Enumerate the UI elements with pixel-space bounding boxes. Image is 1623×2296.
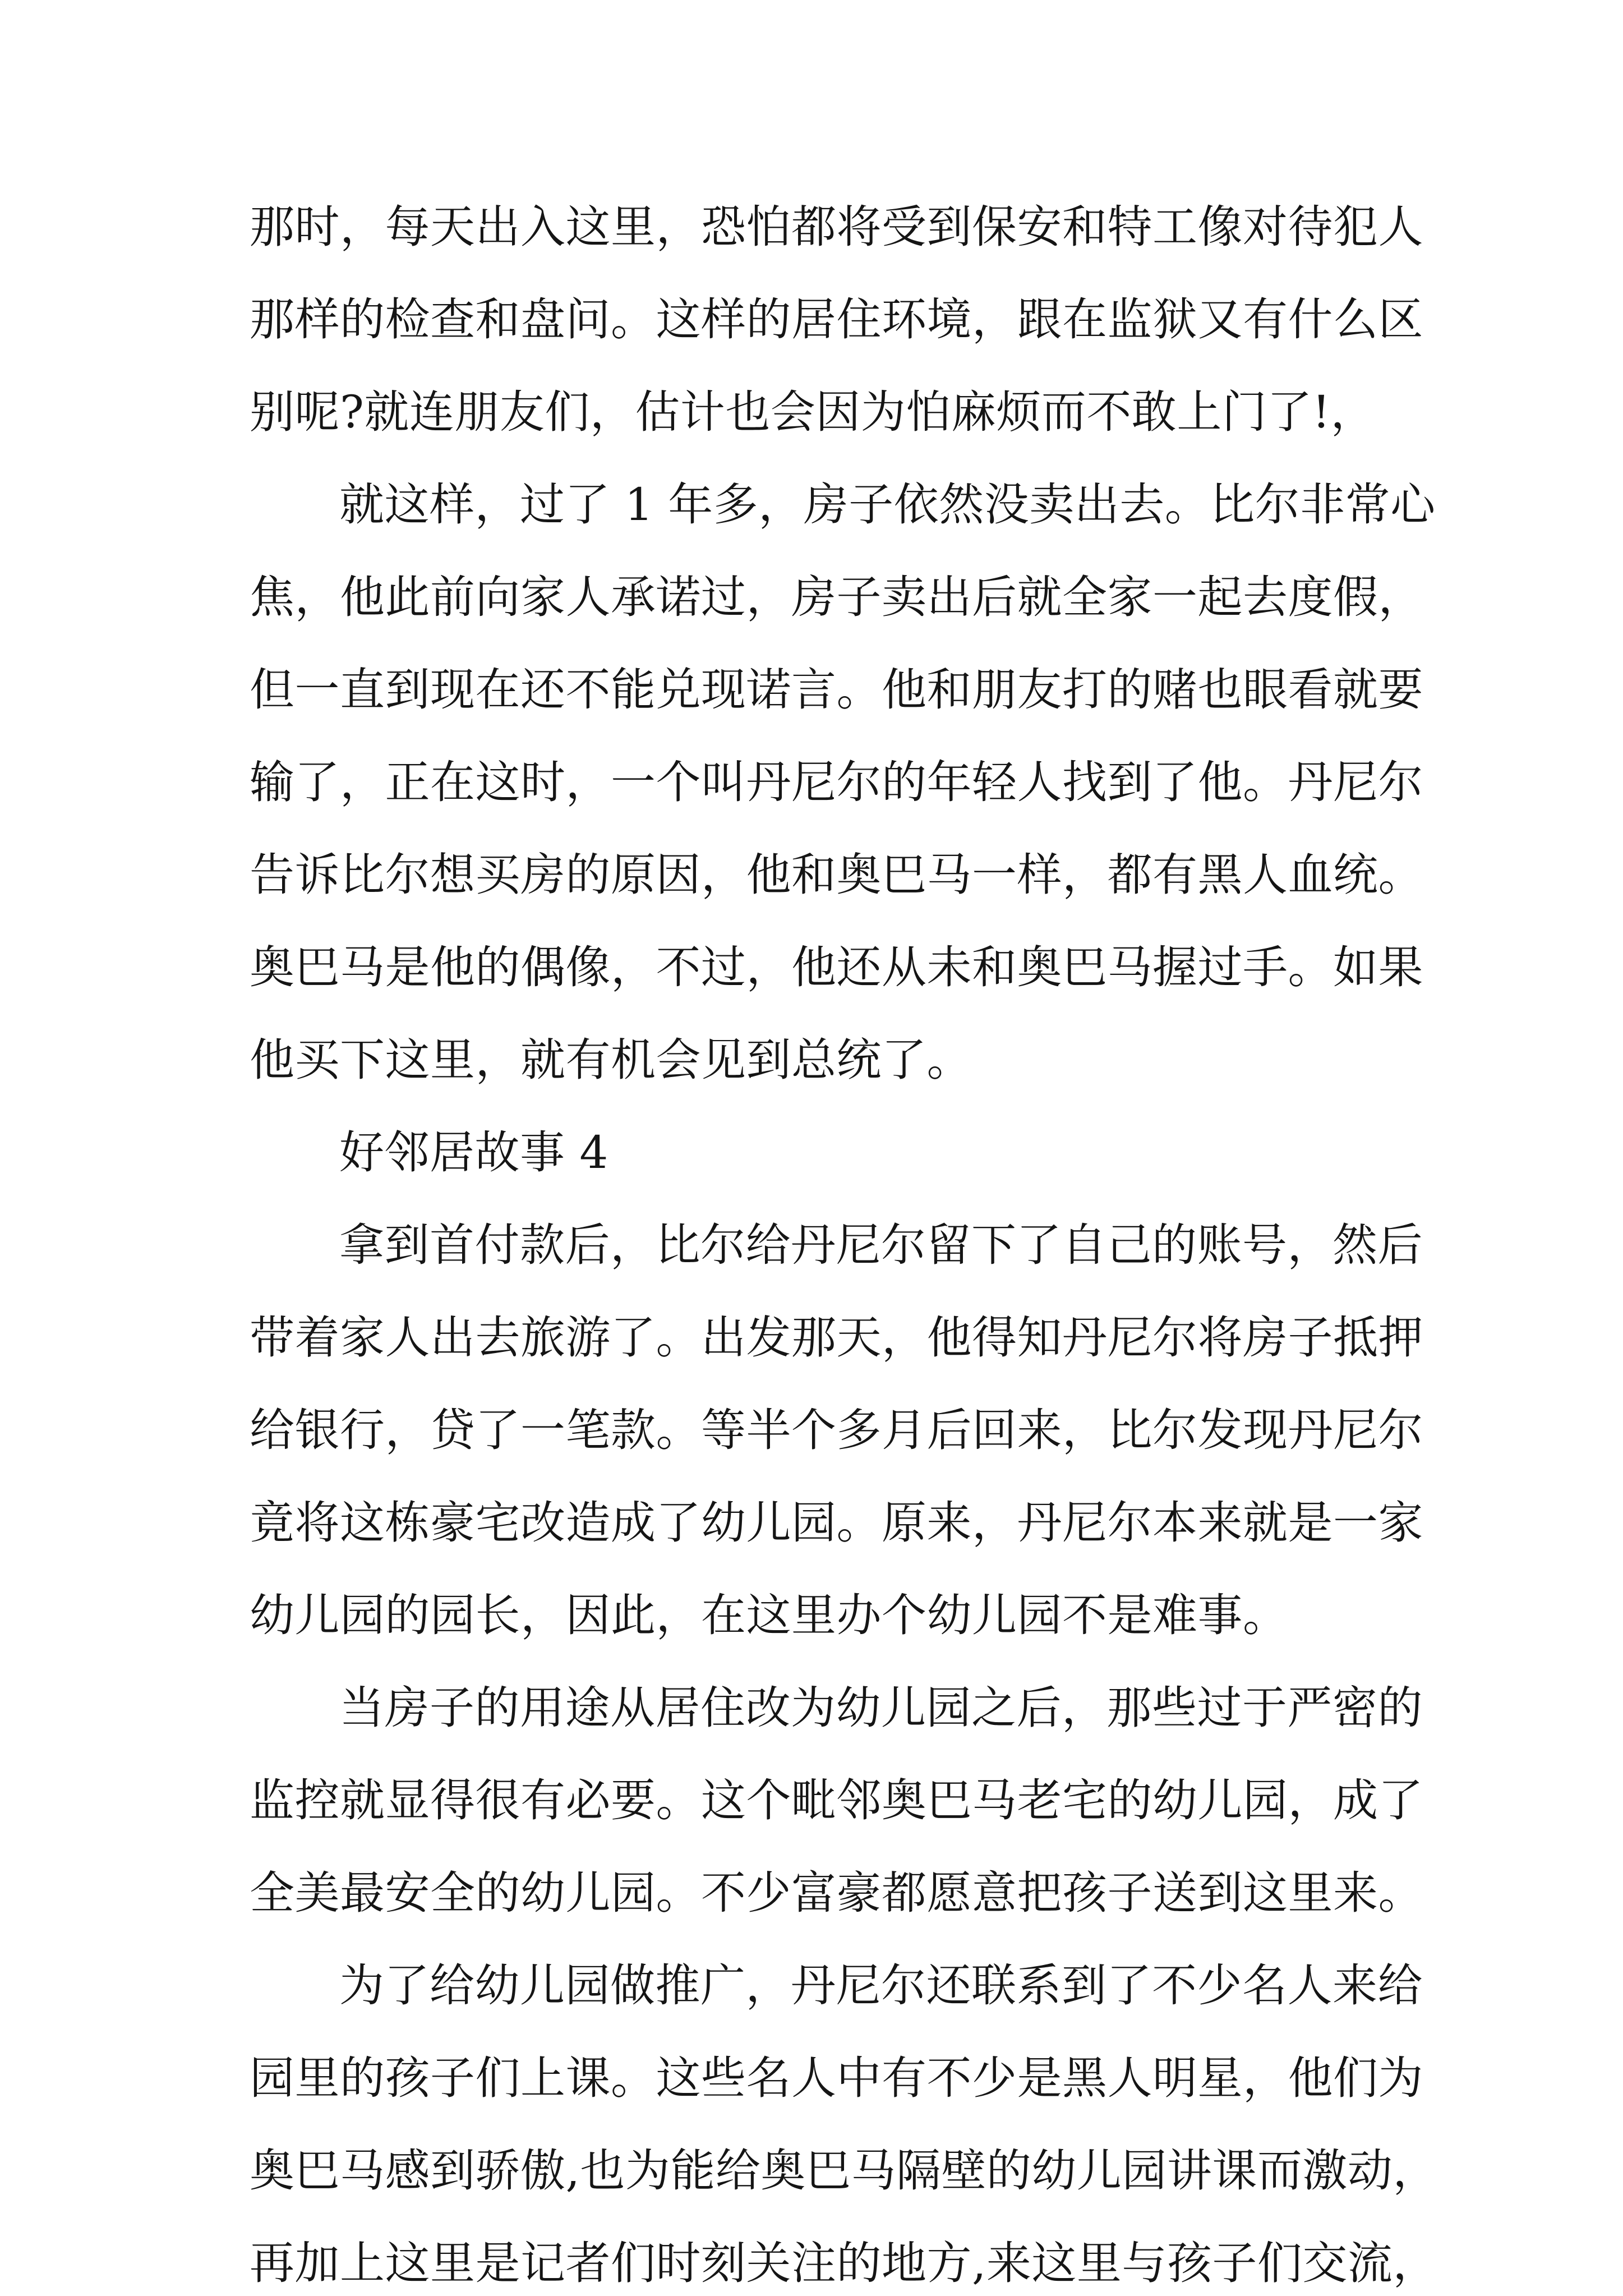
text-line: 焦，他此前向家人承诺过，房子卖出后就全家一起去度假， (250, 571, 1423, 623)
paragraph-first-line: 为了给幼儿园做推广，丹尼尔还联系到了不少名人来给 (339, 1959, 1423, 2012)
text-line: 那时，每天出入这里，恐怕都将受到保安和特工像对待犯人 (250, 201, 1423, 253)
text-line: 监控就显得很有必要。这个毗邻奥巴马老宅的幼儿园，成了 (250, 1774, 1423, 1826)
section-heading: 好邻居故事 4 (339, 1126, 608, 1179)
text-line: 奥巴马是他的偶像，不过，他还从未和奥巴马握过手。如果 (250, 941, 1423, 993)
text-line: 他买下这里，就有机会见到总统了。 (250, 1034, 972, 1086)
text-line: 给银行，贷了一笔款。等半个多月后回来，比尔发现丹尼尔 (250, 1404, 1423, 1456)
text-line: 园里的孩子们上课。这些名人中有不少是黑人明星，他们为 (250, 2052, 1423, 2104)
text-line: 别呢?就连朋友们，估计也会因为怕麻烦而不敢上门了!， (250, 386, 1376, 438)
text-line: 奥巴马感到骄傲,也为能给奥巴马隔壁的幼儿园讲课而激动， (250, 2145, 1438, 2197)
text-line: 幼儿园的园长，因此，在这里办个幼儿园不是难事。 (250, 1589, 1288, 1641)
text-line: 输了，正在这时，一个叫丹尼尔的年轻人找到了他。丹尼尔 (250, 756, 1423, 808)
text-line: 告诉比尔想买房的原因，他和奥巴马一样，都有黑人血统。 (250, 849, 1423, 901)
text-line: 那样的检查和盘问。这样的居住环境，跟在监狱又有什么区 (250, 293, 1423, 346)
text-line: 但一直到现在还不能兑现诺言。他和朋友打的赌也眼看就要 (250, 664, 1423, 716)
paragraph-first-line: 拿到首付款后，比尔给丹尼尔留下了自己的账号，然后 (339, 1219, 1423, 1271)
paragraph-first-line: 就这样，过了 1 年多，房子依然没卖出去。比尔非常心 (339, 478, 1436, 531)
paragraph-first-line: 当房子的用途从居住改为幼儿园之后，那些过于严密的 (339, 1682, 1423, 1734)
text-line: 再加上这里是记者们时刻关注的地方,来这里与孩子们交流， (250, 2237, 1438, 2289)
text-line: 全美最安全的幼儿园。不少富豪都愿意把孩子送到这里来。 (250, 1867, 1423, 1919)
text-line: 带着家人出去旅游了。出发那天，他得知丹尼尔将房子抵押 (250, 1312, 1423, 1364)
text-line: 竟将这栋豪宅改造成了幼儿园。原来，丹尼尔本来就是一家 (250, 1497, 1423, 1549)
